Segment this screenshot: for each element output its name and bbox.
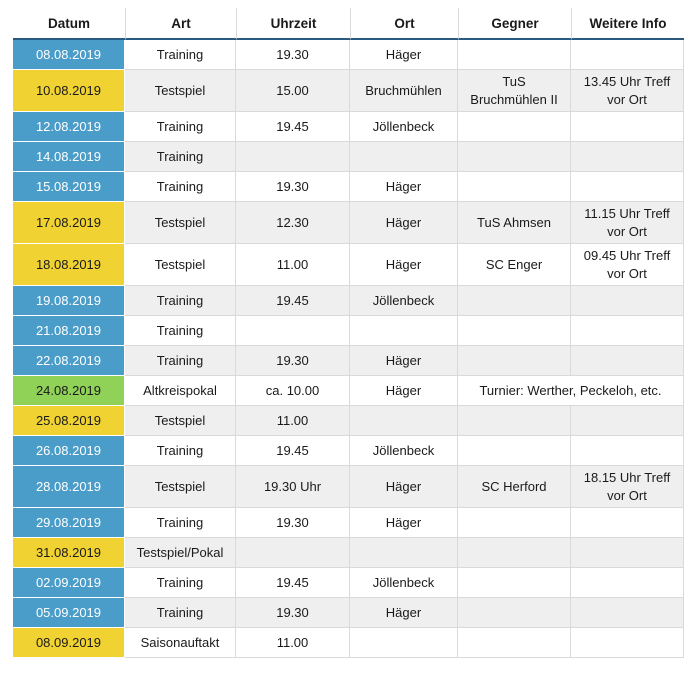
art-cell: Saisonauftakt bbox=[125, 628, 236, 658]
art-cell: Training bbox=[125, 172, 236, 202]
table-row bbox=[13, 538, 684, 568]
date-cell: 22.08.2019 bbox=[13, 346, 125, 376]
table-row bbox=[13, 406, 684, 436]
date-cell: 18.08.2019 bbox=[13, 244, 125, 286]
ort-cell: Jöllenbeck bbox=[350, 568, 458, 598]
gegner-cell bbox=[458, 568, 571, 598]
gegner-cell bbox=[458, 508, 571, 538]
table-row bbox=[13, 70, 684, 112]
schedule-table-body bbox=[13, 40, 684, 658]
table-row bbox=[13, 286, 684, 316]
uhrzeit-cell: 19.45 bbox=[236, 436, 350, 466]
gegner-cell bbox=[458, 316, 571, 346]
uhrzeit-cell: 19.45 bbox=[236, 112, 350, 142]
uhrzeit-cell: 19.30 bbox=[236, 172, 350, 202]
date-cell: 08.08.2019 bbox=[13, 40, 125, 70]
date-cell: 28.08.2019 bbox=[13, 466, 125, 508]
gegner-info-merged-cell: Turnier: Werther, Peckeloh, etc. bbox=[458, 376, 684, 406]
date-cell: 08.09.2019 bbox=[13, 628, 125, 658]
gegner-cell bbox=[458, 628, 571, 658]
art-cell: Training bbox=[125, 508, 236, 538]
ort-cell: Häger bbox=[350, 376, 458, 406]
column-header-uhrzeit: Uhrzeit bbox=[236, 8, 350, 40]
gegner-cell bbox=[458, 142, 571, 172]
weitere-info-cell bbox=[571, 538, 684, 568]
weitere-info-cell: 11.15 Uhr Treff vor Ort bbox=[571, 202, 684, 244]
uhrzeit-cell bbox=[236, 316, 350, 346]
table-row bbox=[13, 346, 684, 376]
table-row bbox=[13, 508, 684, 538]
date-cell: 17.08.2019 bbox=[13, 202, 125, 244]
art-cell: Altkreispokal bbox=[125, 376, 236, 406]
table-row bbox=[13, 376, 684, 406]
weitere-info-cell bbox=[571, 436, 684, 466]
uhrzeit-cell: 19.30 bbox=[236, 40, 350, 70]
ort-cell: Häger bbox=[350, 40, 458, 70]
ort-cell: Häger bbox=[350, 508, 458, 538]
table-row bbox=[13, 436, 684, 466]
ort-cell: Jöllenbeck bbox=[350, 436, 458, 466]
ort-cell: Häger bbox=[350, 202, 458, 244]
table-row bbox=[13, 172, 684, 202]
ort-cell bbox=[350, 316, 458, 346]
gegner-cell bbox=[458, 436, 571, 466]
art-cell: Training bbox=[125, 112, 236, 142]
date-cell: 25.08.2019 bbox=[13, 406, 125, 436]
ort-cell: Häger bbox=[350, 172, 458, 202]
weitere-info-cell bbox=[571, 598, 684, 628]
weitere-info-cell: 09.45 Uhr Treff vor Ort bbox=[571, 244, 684, 286]
uhrzeit-cell: ca. 10.00 bbox=[236, 376, 350, 406]
table-row bbox=[13, 244, 684, 286]
table-row bbox=[13, 316, 684, 346]
art-cell: Testspiel/Pokal bbox=[125, 538, 236, 568]
ort-cell: Jöllenbeck bbox=[350, 112, 458, 142]
ort-cell: Häger bbox=[350, 598, 458, 628]
gegner-cell: SC Herford bbox=[458, 466, 571, 508]
table-row bbox=[13, 112, 684, 142]
ort-cell: Bruchmühlen bbox=[350, 70, 458, 112]
weitere-info-cell bbox=[571, 568, 684, 598]
gegner-cell bbox=[458, 598, 571, 628]
date-cell: 02.09.2019 bbox=[13, 568, 125, 598]
table-row bbox=[13, 142, 684, 172]
table-row bbox=[13, 568, 684, 598]
gegner-cell: TuS Bruchmühlen II bbox=[458, 70, 571, 112]
art-cell: Training bbox=[125, 286, 236, 316]
weitere-info-cell bbox=[571, 112, 684, 142]
art-cell: Training bbox=[125, 568, 236, 598]
ort-cell: Häger bbox=[350, 466, 458, 508]
gegner-cell bbox=[458, 406, 571, 436]
art-cell: Training bbox=[125, 346, 236, 376]
date-cell: 05.09.2019 bbox=[13, 598, 125, 628]
table-row bbox=[13, 40, 684, 70]
date-cell: 21.08.2019 bbox=[13, 316, 125, 346]
weitere-info-cell: 13.45 Uhr Treff vor Ort bbox=[571, 70, 684, 112]
column-header-weitere-info: Weitere Info bbox=[571, 8, 684, 40]
art-cell: Testspiel bbox=[125, 202, 236, 244]
art-cell: Training bbox=[125, 598, 236, 628]
gegner-cell bbox=[458, 538, 571, 568]
uhrzeit-cell: 19.30 Uhr bbox=[236, 466, 350, 508]
column-header-ort: Ort bbox=[350, 8, 458, 40]
header-row bbox=[13, 8, 684, 40]
gegner-cell bbox=[458, 172, 571, 202]
uhrzeit-cell: 19.45 bbox=[236, 286, 350, 316]
date-cell: 31.08.2019 bbox=[13, 538, 125, 568]
weitere-info-cell bbox=[571, 628, 684, 658]
uhrzeit-cell: 19.30 bbox=[236, 598, 350, 628]
weitere-info-cell bbox=[571, 508, 684, 538]
weitere-info-cell bbox=[571, 316, 684, 346]
uhrzeit-cell bbox=[236, 538, 350, 568]
art-cell: Testspiel bbox=[125, 70, 236, 112]
table-row bbox=[13, 628, 684, 658]
gegner-cell: SC Enger bbox=[458, 244, 571, 286]
column-header-gegner: Gegner bbox=[458, 8, 571, 40]
weitere-info-cell bbox=[571, 40, 684, 70]
gegner-cell: TuS Ahmsen bbox=[458, 202, 571, 244]
uhrzeit-cell: 11.00 bbox=[236, 244, 350, 286]
date-cell: 29.08.2019 bbox=[13, 508, 125, 538]
gegner-cell bbox=[458, 346, 571, 376]
date-cell: 24.08.2019 bbox=[13, 376, 125, 406]
weitere-info-cell bbox=[571, 286, 684, 316]
table-row bbox=[13, 466, 684, 508]
date-cell: 10.08.2019 bbox=[13, 70, 125, 112]
ort-cell: Jöllenbeck bbox=[350, 286, 458, 316]
schedule-table bbox=[13, 8, 684, 658]
art-cell: Testspiel bbox=[125, 406, 236, 436]
art-cell: Training bbox=[125, 316, 236, 346]
table-row bbox=[13, 598, 684, 628]
uhrzeit-cell: 19.30 bbox=[236, 346, 350, 376]
uhrzeit-cell: 15.00 bbox=[236, 70, 350, 112]
uhrzeit-cell: 12.30 bbox=[236, 202, 350, 244]
ort-cell: Häger bbox=[350, 346, 458, 376]
uhrzeit-cell: 11.00 bbox=[236, 628, 350, 658]
date-cell: 14.08.2019 bbox=[13, 142, 125, 172]
gegner-cell bbox=[458, 286, 571, 316]
ort-cell: Häger bbox=[350, 244, 458, 286]
uhrzeit-cell: 19.45 bbox=[236, 568, 350, 598]
ort-cell bbox=[350, 538, 458, 568]
art-cell: Training bbox=[125, 142, 236, 172]
ort-cell bbox=[350, 628, 458, 658]
art-cell: Training bbox=[125, 436, 236, 466]
column-header-datum: Datum bbox=[13, 8, 125, 40]
uhrzeit-cell bbox=[236, 142, 350, 172]
date-cell: 19.08.2019 bbox=[13, 286, 125, 316]
table-row bbox=[13, 202, 684, 244]
weitere-info-cell bbox=[571, 346, 684, 376]
uhrzeit-cell: 11.00 bbox=[236, 406, 350, 436]
weitere-info-cell bbox=[571, 406, 684, 436]
ort-cell bbox=[350, 406, 458, 436]
gegner-cell bbox=[458, 40, 571, 70]
weitere-info-cell bbox=[571, 142, 684, 172]
ort-cell bbox=[350, 142, 458, 172]
weitere-info-cell bbox=[571, 172, 684, 202]
date-cell: 26.08.2019 bbox=[13, 436, 125, 466]
date-cell: 15.08.2019 bbox=[13, 172, 125, 202]
column-header-art: Art bbox=[125, 8, 236, 40]
date-cell: 12.08.2019 bbox=[13, 112, 125, 142]
uhrzeit-cell: 19.30 bbox=[236, 508, 350, 538]
gegner-cell bbox=[458, 112, 571, 142]
art-cell: Training bbox=[125, 40, 236, 70]
weitere-info-cell: 18.15 Uhr Treff vor Ort bbox=[571, 466, 684, 508]
art-cell: Testspiel bbox=[125, 244, 236, 286]
art-cell: Testspiel bbox=[125, 466, 236, 508]
